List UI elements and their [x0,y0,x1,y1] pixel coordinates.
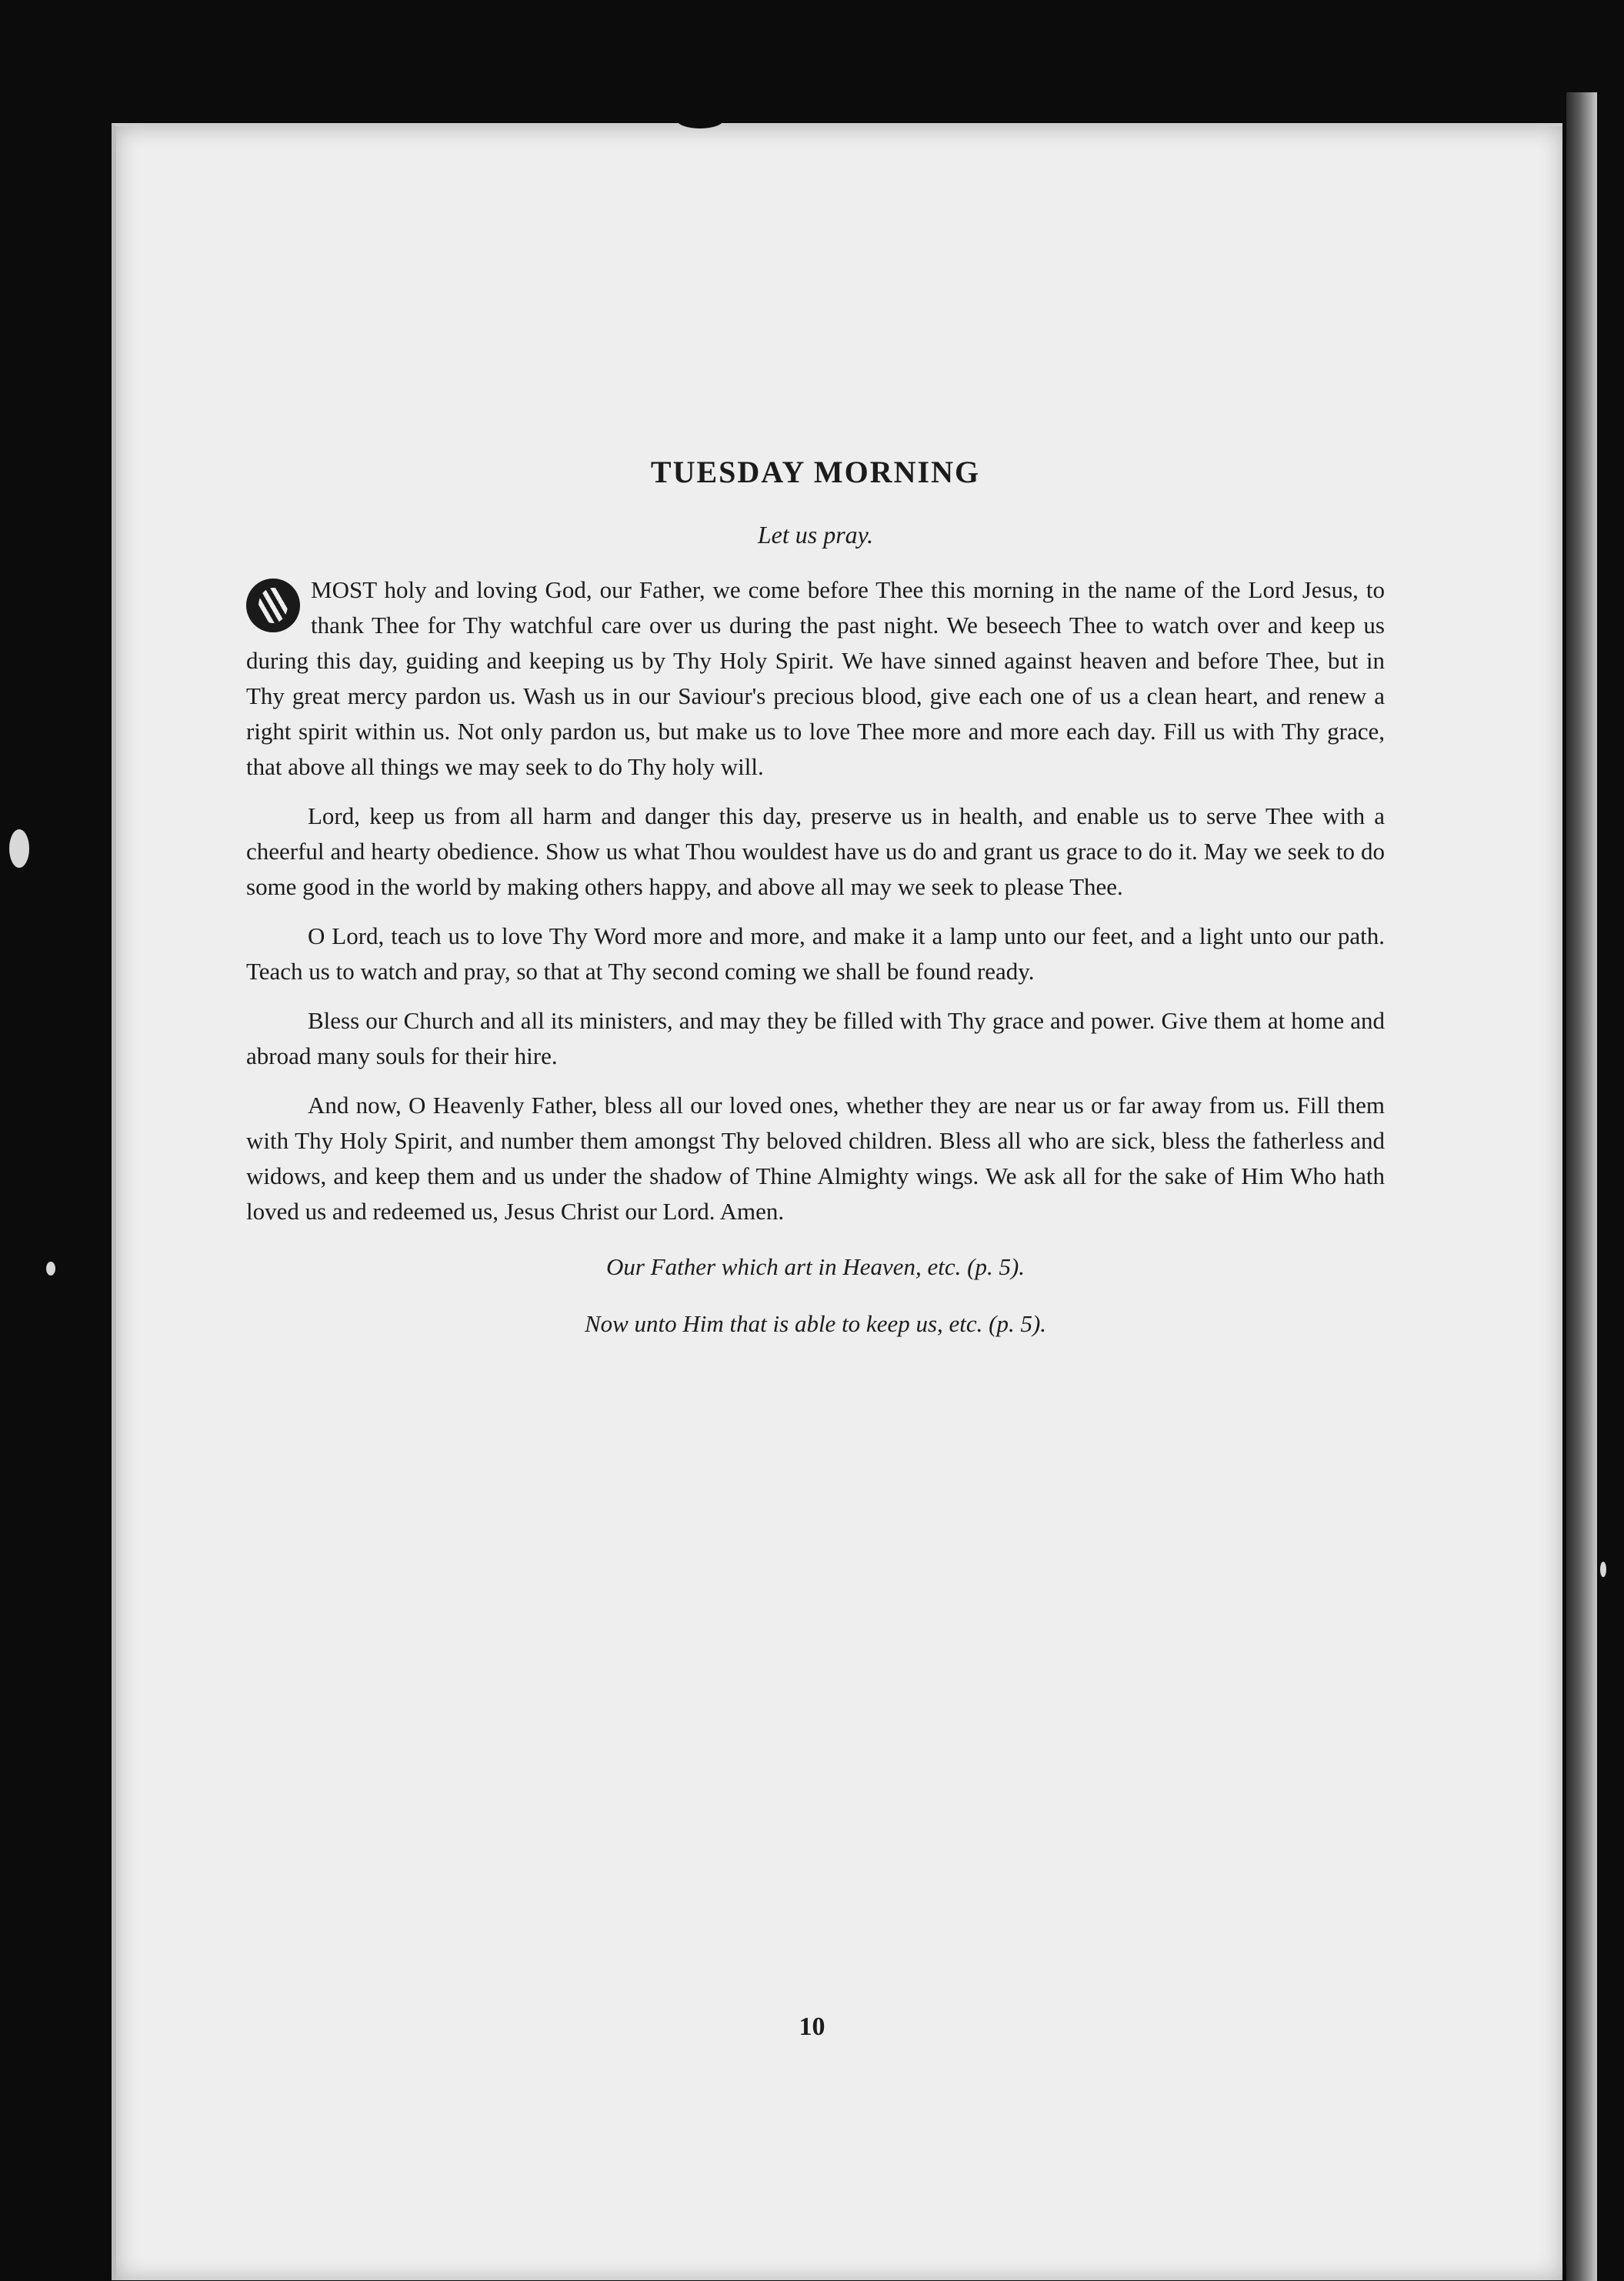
scan-speck [9,829,29,868]
paragraph-1 [246,572,1385,785]
paragraph-1-text: MOST holy and loving God, our Father, we come before Thee this morning in the name of the Lord Jesus, to thank Thee for Thy watchful care over us during the past night. We beseech Thee to watch over and keep us during this day, guiding and keeping us by Thy Holy Spirit. We have sinned against heaven and before Thee, but in Thy great mercy pardon us. Wash us in our Saviour's precious blood, give each one of us a clean heart, and renew a right spirit within us. Not only pardon us, but make us to love Thee more and more each day. Fill us with Thy grace, that above all things we may seek to do Thy holy will. [246,576,1385,780]
prayer-invitation: Let us pray. [757,521,874,549]
scan-speck [1600,1562,1606,1577]
page-title: TUESDAY MORNING [650,455,981,489]
paragraph-4: Bless our Church and all its ministers, and may they be filled with Thy grace and power. Give them at home and abroad many souls for their hire. [246,1007,1385,1069]
page-content [246,338,1385,1348]
closing-line-2: Now unto Him that is able to keep us, etc. (p. 5). [584,1310,1047,1337]
closing-line-1: Our Father which art in Heaven, etc. (p. 5). [605,1253,1025,1280]
paragraph-2: Lord, keep us from all harm and danger this day, preserve us in health, and enable us to serve Thee with a cheerful and hearty obedience. Show us what Thou wouldest have us do and grant us grace to do it. May we seek to do some good in the world by making others happy, and above all may we seek to please Thee. [246,802,1385,900]
scan-notch [677,112,723,128]
page-number: 10 [799,2013,825,2041]
drop-cap-o-icon [246,579,300,632]
paragraph-5: And now, O Heavenly Father, bless all our loved ones, whether they are near us or far away from us. Fill them with Thy Holy Spirit, and number them amongst Thy beloved children. Bless all who are sick, bless the fatherless and widows, and keep them and us under the shadow of Thine Almighty wings. We ask all for the sake of Him Who hath loved us and redeemed us, Jesus Christ our Lord. Amen. [246,1092,1385,1225]
scan-speck [46,1262,55,1276]
adjacent-page-edge [1566,92,1597,2281]
paragraph-3: O Lord, teach us to love Thy Word more and more, and make it a lamp unto our feet, and a light unto our path. Teach us to watch and pray, so that at Thy second coming we shall be found ready. [246,922,1385,985]
